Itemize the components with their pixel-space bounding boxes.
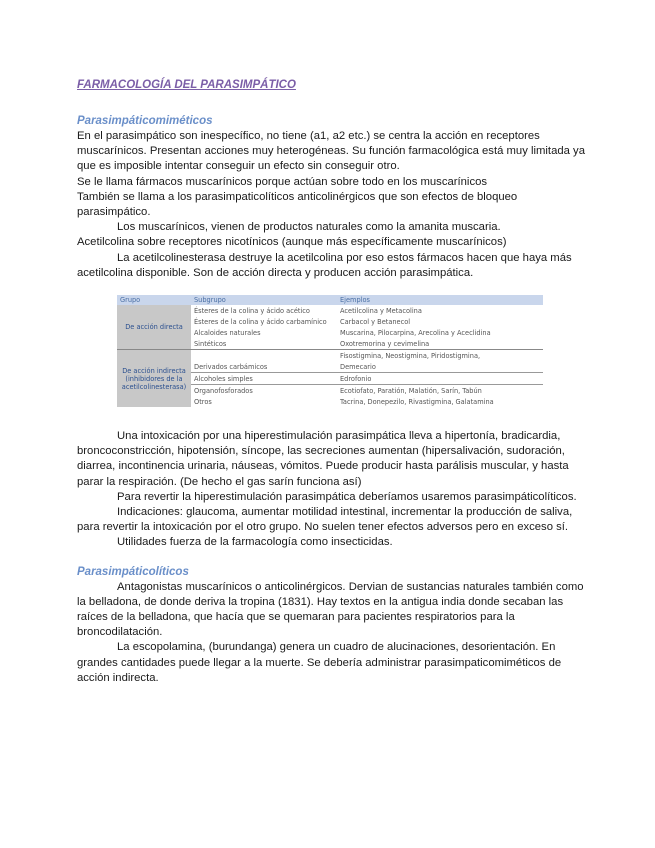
paragraph-intoxicacion: Una intoxicación por una hiperestimulación parasimpática lleva a hipertonía, bradicardia, broncoconstricción, hipotensión, síncope, las secreciones aumentan (hipersalivación, sudoración, diarrea, incontinencia urinaria, náuseas, vómitos. Puede producir hasta parálisis muscular, y hasta parar la respiración. (De hecho el gas sarín funciona así) <box>77 430 569 488</box>
table-cell-subgroup: Sintéticos <box>194 339 227 348</box>
paragraph-acetilcolinesterasa: La acetilcolinesterasa destruye la acetilcolina por eso estos fármacos hacen que haya más acetilcolina disponible. Son de acción directa y producen acción parasimpática. <box>77 251 572 279</box>
table-cell-examples: Acetilcolina y Metacolina <box>340 306 422 315</box>
table-cell-examples: Muscarina, Pilocarpina, Arecolina y Aceclidina <box>340 328 491 337</box>
section-heading-parasimpaticoliticos: Parasimpáticolíticos <box>77 565 189 578</box>
pharmacology-table <box>117 295 543 407</box>
table-cell-examples: Oxotremorina y cevimelina <box>340 339 430 348</box>
table-cell-subgroup: Ésteres de la colina y ácido carbamínico <box>194 317 327 326</box>
table-row <box>117 305 543 316</box>
paragraph-antagonistas: Antagonistas muscarínicos o anticolinérgicos. Dervian de sustancias naturales también como la belladona, de donde deriva la tropina (1831). Hay textos en la antigua india donde secaban las raíces de la belladona, que hacía que se quemaran para pacientes respiratorios para la broncodilatación. <box>77 580 584 639</box>
table-header-row <box>117 295 543 305</box>
table-cell-subgroup <box>191 350 337 362</box>
paragraph-indicaciones: Indicaciones: glaucoma, aumentar motilidad intestinal, incrementar la producción de saliva, para revertir la intoxicación por el otro grupo. No suelen tener efectos adversos pero en exceso sí. <box>77 506 573 534</box>
group-accion-directa: De acción directa <box>117 305 191 350</box>
header-ejemplos: Ejemplos <box>337 295 543 305</box>
table-cell-subgroup: Alcoholes simples <box>191 373 337 385</box>
table-cell-subgroup: Organofosforados <box>194 386 253 395</box>
paragraph-amanita: Los muscarínicos, vienen de productos naturales como la amanita muscaria. <box>117 221 501 234</box>
paragraph-revertir: Para revertir la hiperestimulación parasimpática deberíamos usaremos parasimpáticolíticos. <box>117 490 577 503</box>
table-cell-examples: Ecotiofato, Paratión, Malatión, Sarín, Tabún <box>340 386 482 395</box>
table-cell-examples: Fisostigmina, Neostigmina, Piridostigmina, <box>337 350 543 362</box>
paragraph-acetilcolina-receptores: Acetilcolina sobre receptores nicotínicos (aunque más específicamente muscarínicos) <box>77 236 507 249</box>
table-cell-examples: Edrofonio <box>337 373 543 385</box>
pharmacology-table-container <box>117 295 543 407</box>
paragraph-anticolinergicos: También se llama a los parasimpaticolíticos anticolinérgicos que son efectos de bloqueo parasimpático. <box>77 190 518 219</box>
document-title: FARMACOLOGÍA DEL PARASIMPÁTICO <box>77 79 296 91</box>
table-cell-examples: Tacrina, Donepezilo, Rivastigmina, Galatamina <box>340 397 494 406</box>
paragraph-utilidades: Utilidades fuerza de la farmacología como insecticidas. <box>117 536 393 549</box>
table-cell-examples: Demecario <box>337 361 543 373</box>
paragraph-escopolamina: La escopolamina, (burundanga) genera un cuadro de alucinaciones, desorientación. En grandes cantidades puede llegar a la muerte. Se debería administrar parasimpaticomiméticos de acción indirecta. <box>77 641 562 684</box>
header-grupo: Grupo <box>117 295 191 305</box>
table-cell-subgroup: Alcaloides naturales <box>194 328 261 337</box>
table-cell-subgroup: Derivados carbámicos <box>191 361 337 373</box>
group-accion-indirecta: De acción indirecta (inhibidores de la acetilcolinesterasa) <box>117 350 191 408</box>
table-cell-examples: Carbacol y Betanecol <box>340 317 411 326</box>
paragraph-inespecifico: En el parasimpático son inespecífico, no tiene (a1, a2 etc.) se centra la acción en receptores muscarínicos. Presentan acciones muy heterogéneas. Su función farmacológica está muy limitada ya que es imposible intentar conseguir un efecto sin conseguir otro. <box>77 130 585 173</box>
document-page <box>77 78 587 686</box>
header-subgrupo: Subgrupo <box>191 295 337 305</box>
table-cell-subgroup: Ésteres de la colina y ácido acético <box>194 306 310 315</box>
section-heading-parasimpaticomimeticos: Parasimpáticomiméticos <box>77 115 213 127</box>
table-row <box>117 350 543 362</box>
table-cell-subgroup: Otros <box>194 397 212 406</box>
post-table-section <box>77 429 587 551</box>
paragraph-farmacos-muscarinicos: Se le llama fármacos muscarínicos porque actúan sobre todo en los muscarínicos <box>77 175 488 188</box>
